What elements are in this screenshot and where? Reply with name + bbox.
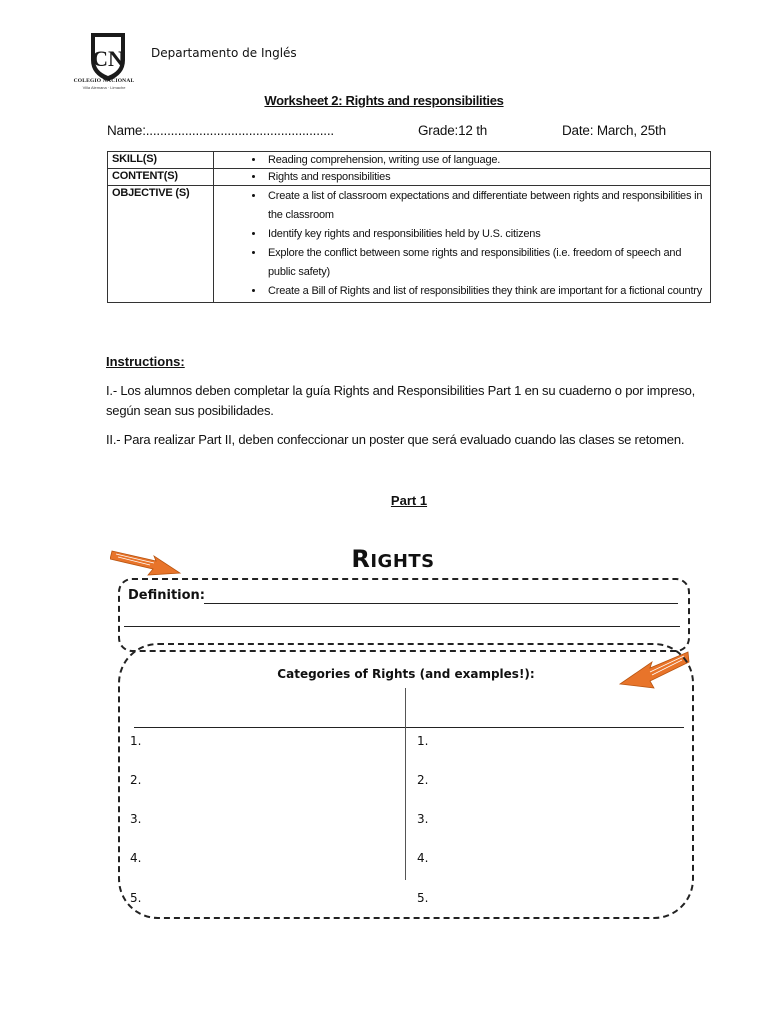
list-item: • Reading comprehension, writing use of language. xyxy=(265,153,706,167)
instruction-paragraph-2: II.- Para realizar Part II, deben confeccionar un poster que será evaluado cuando las clases se retomen. xyxy=(106,432,685,447)
list-item: • Identify key rights and responsibilities held by U.S. citizens xyxy=(265,225,706,244)
right-item-2[interactable]: 2. xyxy=(417,773,429,787)
row-content xyxy=(214,186,711,303)
definition-line[interactable] xyxy=(204,603,678,604)
left-item-5[interactable]: 5. xyxy=(130,891,142,905)
logo-monogram: CN xyxy=(92,46,124,71)
rights-title-rest: IGHTS xyxy=(370,551,435,572)
list-item: • Explore the conflict between some rights and responsibilities (i.e. freedom of speech and public safety) xyxy=(265,244,706,282)
left-item-4[interactable]: 4. xyxy=(130,851,142,865)
worksheet-title: Worksheet 2: Rights and responsibilities xyxy=(264,93,504,108)
left-item-3[interactable]: 3. xyxy=(130,812,142,826)
definition-line[interactable] xyxy=(124,626,680,627)
rights-title xyxy=(0,545,768,573)
categories-header-line xyxy=(134,727,684,728)
objectives-table xyxy=(107,151,711,303)
definition-label: Definition: xyxy=(128,588,206,603)
row-label: CONTENT(S) xyxy=(108,169,214,186)
left-item-2[interactable]: 2. xyxy=(130,773,142,787)
right-item-1[interactable]: 1. xyxy=(417,734,429,748)
row-label: SKILL(S) xyxy=(108,152,214,169)
list-item: • Create a Bill of Rights and list of responsibilities they think are important for a fictional country xyxy=(265,282,706,301)
table-row-objectives xyxy=(108,186,711,303)
row-label: OBJECTIVE (S) xyxy=(108,186,214,303)
rights-title-initial: R xyxy=(351,545,371,573)
grade-label: Grade:12 th xyxy=(418,123,488,138)
categories-box xyxy=(118,643,694,919)
instructions-heading: Instructions: xyxy=(106,354,185,369)
table-row-skills xyxy=(108,152,711,169)
row-content xyxy=(214,169,711,186)
logo-school-location: Villa Alemana · Limache xyxy=(82,85,126,90)
date-label: Date: March, 25th xyxy=(562,123,666,138)
right-item-5[interactable]: 5. xyxy=(417,891,429,905)
instruction-paragraph-1: I.- Los alumnos deben completar la guía Rights and Responsibilities Part 1 en su cuaderno o por impreso, según sean sus posibilidades. xyxy=(106,383,696,418)
column-divider xyxy=(405,688,406,880)
left-item-1[interactable]: 1. xyxy=(130,734,142,748)
categories-title: Categories of Rights (and examples!): xyxy=(277,667,535,681)
name-field[interactable]: Name:..................................................... xyxy=(107,123,334,138)
part-heading: Part 1 xyxy=(390,493,428,508)
list-item: • Create a list of classroom expectations and differentiate between rights and responsibilities in the classroom xyxy=(265,187,706,225)
row-content xyxy=(214,152,711,169)
right-item-3[interactable]: 3. xyxy=(417,812,429,826)
logo-school-name: COLEGIO NACIONAL xyxy=(73,78,135,84)
right-item-4[interactable]: 4. xyxy=(417,851,429,865)
list-item: • Rights and responsibilities xyxy=(265,170,706,184)
department-label: Departamento de Inglés xyxy=(151,46,297,60)
table-row-contents xyxy=(108,169,711,186)
